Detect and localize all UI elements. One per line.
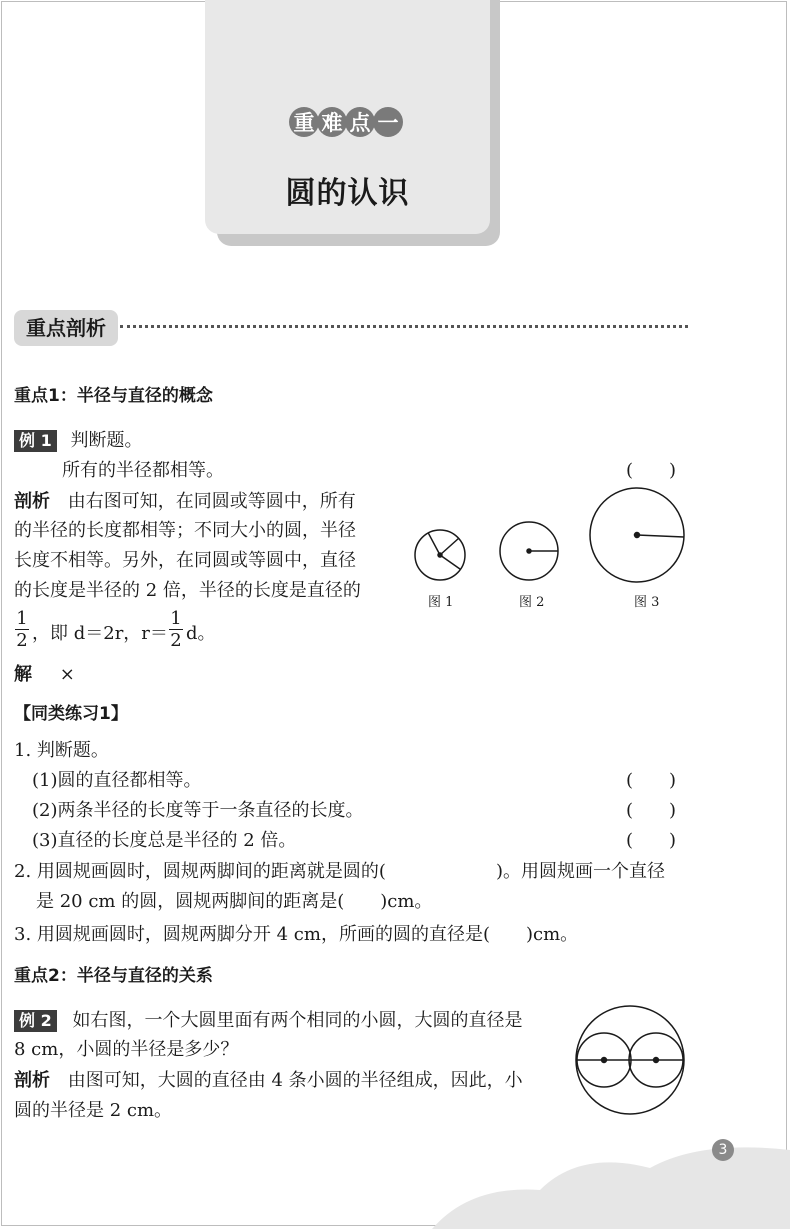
figure3-caption: 图 3 [634,595,660,610]
fraction-numerator: 1 [16,608,28,629]
badge-char: 重 [289,107,319,137]
figure2-caption: 图 2 [519,595,545,610]
cloud-decoration [432,1147,790,1229]
practice1-q3: 3. 用圆规画圆时，圆规两脚分开 4 cm，所画的圆的直径是( )cm。 [14,924,579,945]
analysis2-line1 [14,1070,523,1092]
practice1-q1: 1. 判断题。 [14,740,109,761]
solution-label: 解 [14,664,32,685]
figure1-caption: 图 1 [428,595,454,610]
figure1 [415,530,465,580]
formula-mid: ，即 d＝2r，r＝ [32,623,168,644]
analysis1-line2: 的半径的长度都相等；不同大小的圆，半径 [14,520,356,541]
example1-prompt: 判断题。 [70,430,143,451]
fraction-numerator: 1 [170,608,182,629]
example1-label: 例 1 [14,430,57,452]
solution-value: × [59,664,75,685]
answer-paren: ( ) [626,800,677,821]
example2-line1 [14,1010,522,1032]
practice1-q2-part1: 2. 用圆规画圆时，圆规两脚间的距离就是圆的( [14,861,386,882]
badge-char: 一 [373,107,403,137]
example2-label: 例 2 [14,1010,57,1032]
page-number: 3 [712,1139,734,1161]
figure3 [590,488,684,582]
point2-heading: 重点2：半径与直径的关系 [14,966,213,986]
figure2 [500,522,558,580]
badge-char: 难 [317,107,347,137]
analysis2-line2: 圆的半径是 2 cm。 [14,1100,173,1121]
analysis-label: 剖析 [14,1070,50,1091]
practice1-q1-item: (2)两条半径的长度等于一条直径的长度。 [32,800,364,821]
answer-paren: ( ) [626,830,677,851]
analysis1-line3: 长度不相等。另外，在同圆或等圆中，直径 [14,550,356,571]
analysis1-line4: 的长度是半径的 2 倍，半径的长度是直径的 [14,580,361,601]
analysis-text: 由图可知，大圆的直径由 4 条小圆的半径组成，因此，小 [67,1070,523,1091]
practice1-q1-item: (1)圆的直径都相等。 [32,770,202,791]
example1-statement: 所有的半径都相等。 [62,460,224,481]
figure-example2 [576,1006,684,1114]
formula-end: d。 [186,623,216,644]
page-title: 圆的认识 [285,176,410,211]
practice1-heading: 【同类练习1】 [14,704,128,724]
section-tag: 重点剖析 [14,310,118,346]
example2-line2: 8 cm，小圆的半径是多少？ [14,1039,239,1060]
fraction-denominator: 2 [170,630,182,651]
practice1-q2-part2: )。用圆规画一个直径 [496,861,666,882]
fraction-denominator: 2 [16,630,28,651]
analysis-text: 由右图可知，在同圆或等圆中，所有 [67,491,356,512]
badge-char: 点 [345,107,375,137]
point1-heading: 重点1：半径与直径的概念 [14,386,213,406]
example1-answer-paren: ( ) [626,460,677,481]
analysis-label: 剖析 [14,491,50,512]
answer-paren: ( ) [626,770,677,791]
practice1-q2-line2: 是 20 cm 的圆，圆规两脚间的距离是( )cm。 [36,891,433,912]
example2-text: 如右图，一个大圆里面有两个相同的小圆，大圆的直径是 [72,1010,523,1031]
practice1-q1-item: (3)直径的长度总是半径的 2 倍。 [32,830,297,851]
